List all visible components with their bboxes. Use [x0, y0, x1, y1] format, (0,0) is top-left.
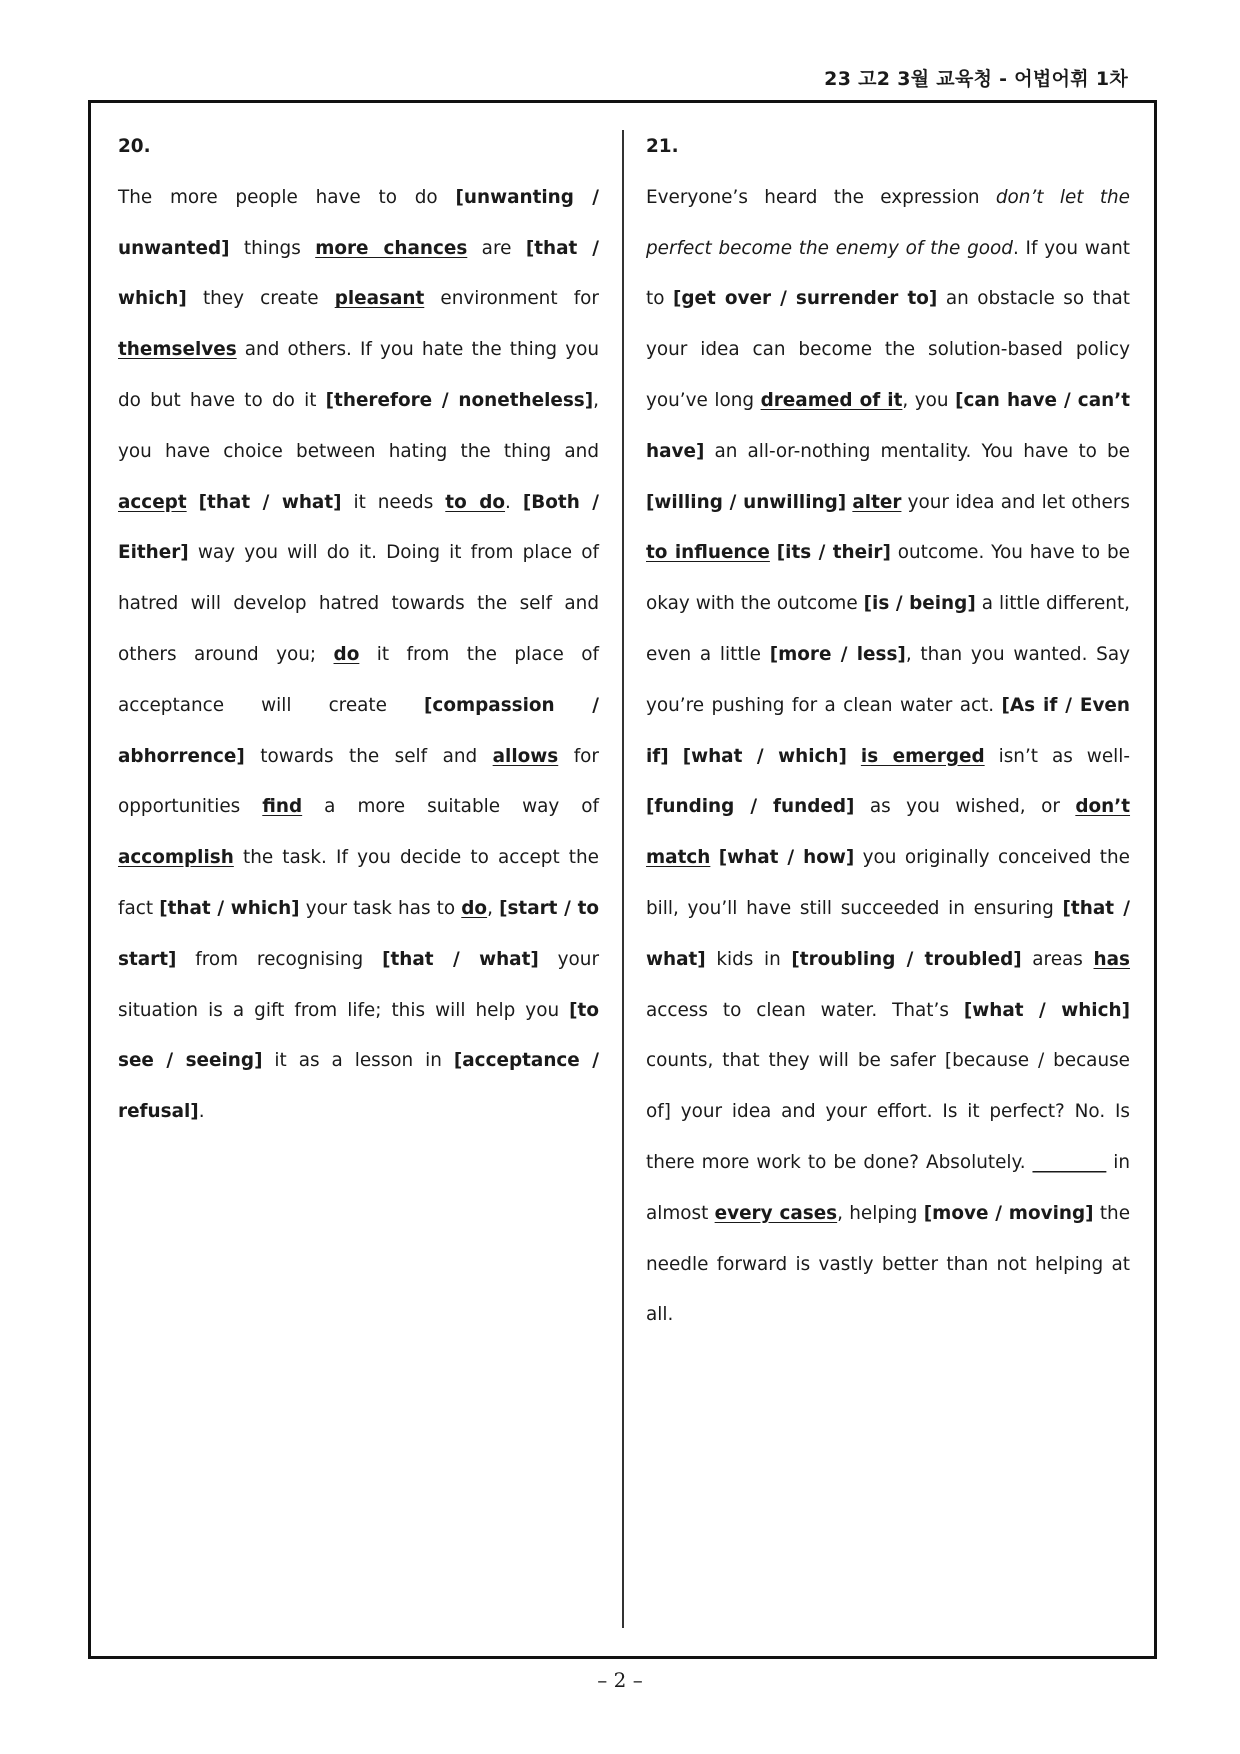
text: an all-or-nothing mentality. You have to be [704, 440, 1130, 462]
text: a more suitable way of [302, 796, 600, 818]
text: areas [1021, 948, 1094, 970]
choice-bracket: [compassion / abhorrence] [118, 694, 599, 767]
choice-bracket: [willing / unwilling] [646, 491, 847, 513]
text [770, 542, 777, 563]
choice-bracket: [As if / Even if] [646, 694, 1130, 767]
choice-bracket: [acceptance / refusal] [118, 1050, 600, 1123]
text: . [505, 491, 523, 513]
underlined-phrase: to do [445, 491, 506, 513]
underlined-phrase: is emerged [860, 745, 985, 767]
question-20 [118, 122, 599, 1138]
text: , than you wanted. Say you’re pushing for a clean water act. [646, 643, 1130, 716]
text: , you [902, 389, 956, 411]
text: it needs [341, 491, 446, 513]
text: your situation is a gift from life; this will help you [118, 948, 599, 1021]
text: in almost [646, 1151, 1130, 1224]
underlined-phrase: every cases [714, 1202, 838, 1224]
text [669, 746, 683, 767]
text: things [229, 237, 316, 259]
text: you originally conceived the bill, you’ll have still succeeded in ensuring [646, 847, 1130, 919]
text: it from the place of acceptance will create [118, 643, 600, 716]
text: a little different, even a little [646, 593, 1131, 665]
text [710, 847, 718, 868]
text: from recognising [176, 948, 383, 970]
choice-bracket: [move / moving] [923, 1202, 1094, 1224]
choice-bracket: [troubling / troubled] [791, 948, 1022, 970]
text: outcome. You have to be okay with the outcome [646, 542, 1130, 615]
choice-bracket: [therefore / nonetheless] [325, 389, 594, 411]
text: it as a lesson in [262, 1050, 454, 1072]
question-21 [646, 122, 1130, 1341]
text: the task. If you decide to accept the fact [118, 847, 599, 919]
text: access to clean water. That’s [646, 999, 964, 1021]
choice-bracket: [that / which] [118, 237, 599, 310]
italic-quote: don’t let the perfect become the enemy of the good [646, 186, 1130, 259]
choice-bracket: [that / which] [159, 897, 300, 919]
choice-bracket: [what / how] [718, 847, 855, 869]
choice-bracket: [that / what] [382, 948, 539, 970]
text: . If you want to [646, 237, 1130, 310]
text: an obstacle so that your idea can become the solution-based policy you’ve long [646, 288, 1131, 411]
answer-blank: ________ [1032, 1151, 1107, 1173]
text: your task has to [299, 897, 462, 919]
text: your idea and let others [901, 491, 1130, 513]
choice-bracket: [funding / funded] [646, 796, 855, 818]
choice-bracket: [to see / seeing] [118, 999, 599, 1072]
choice-bracket: [start / to start] [118, 897, 599, 970]
text: the needle forward is vastly better than not helping at all. [646, 1202, 1131, 1326]
underlined-phrase: accept [118, 491, 187, 513]
text: Everyone’s heard the expression [646, 186, 996, 208]
text: as you wished, or [854, 796, 1076, 818]
text: isn’t as well- [984, 745, 1130, 767]
choice-bracket: [Both / Either] [118, 491, 600, 564]
page-number: – 2 – [597, 1668, 643, 1692]
text: The more people have to do [118, 186, 456, 208]
underlined-phrase: accomplish [118, 847, 234, 869]
underlined-phrase: find [262, 796, 303, 818]
text [847, 746, 861, 767]
text: counts, that they will be safer [because / because of] your idea and your effort. Is it perfect? No. Is there more work to be done? Absolutely. [646, 1050, 1130, 1173]
underlined-phrase: do [461, 897, 488, 919]
choice-bracket: [that / what] [646, 897, 1130, 970]
underlined-phrase: don’t match [646, 796, 1131, 869]
text: kids in [705, 948, 792, 970]
text: way you will do it. Doing it from place of hatred will develop hatred towards the self and others around you; [118, 542, 599, 665]
text: , [487, 897, 500, 919]
question-number: 21. [646, 136, 679, 157]
text: for opportunities [118, 745, 599, 818]
underlined-phrase: dreamed of it [760, 389, 903, 411]
passage-text [118, 173, 599, 1138]
text [187, 492, 199, 513]
choice-bracket: [get over / surrender to] [672, 288, 938, 310]
choice-bracket: [unwanting / unwanted] [118, 186, 599, 259]
text: , you have choice between hating the thing and [118, 389, 600, 462]
underlined-phrase: allows [492, 745, 559, 767]
text: they create [186, 288, 335, 310]
choice-bracket: [what / which] [682, 745, 847, 767]
underlined-phrase: do [333, 643, 360, 665]
choice-bracket: [can have / can’t have] [646, 389, 1130, 462]
text: environment for [424, 288, 599, 310]
column-divider [622, 130, 624, 1628]
text: and others. If you hate the thing you do but have to do it [118, 339, 599, 411]
question-number: 20. [118, 136, 151, 157]
underlined-phrase: more chances [315, 237, 468, 259]
choice-bracket: [what / which] [963, 999, 1130, 1021]
text: towards the self and [244, 745, 493, 767]
underlined-phrase: themselves [118, 339, 237, 361]
text: are [467, 237, 526, 259]
underlined-phrase: to influence [646, 542, 770, 564]
choice-bracket: [its / their] [776, 542, 891, 564]
passage-text [646, 173, 1130, 1341]
choice-bracket: [more / less] [769, 643, 906, 665]
choice-bracket: [that / what] [198, 491, 342, 513]
choice-bracket: [is / being] [863, 593, 976, 615]
text: , helping [837, 1202, 924, 1224]
document-header: 23 고2 3월 교육청 - 어법어휘 1차 [824, 68, 1128, 90]
underlined-phrase: pleasant [334, 288, 425, 310]
text: . [198, 1101, 205, 1123]
underlined-phrase: has [1093, 948, 1130, 970]
underlined-phrase: alter [852, 491, 902, 513]
